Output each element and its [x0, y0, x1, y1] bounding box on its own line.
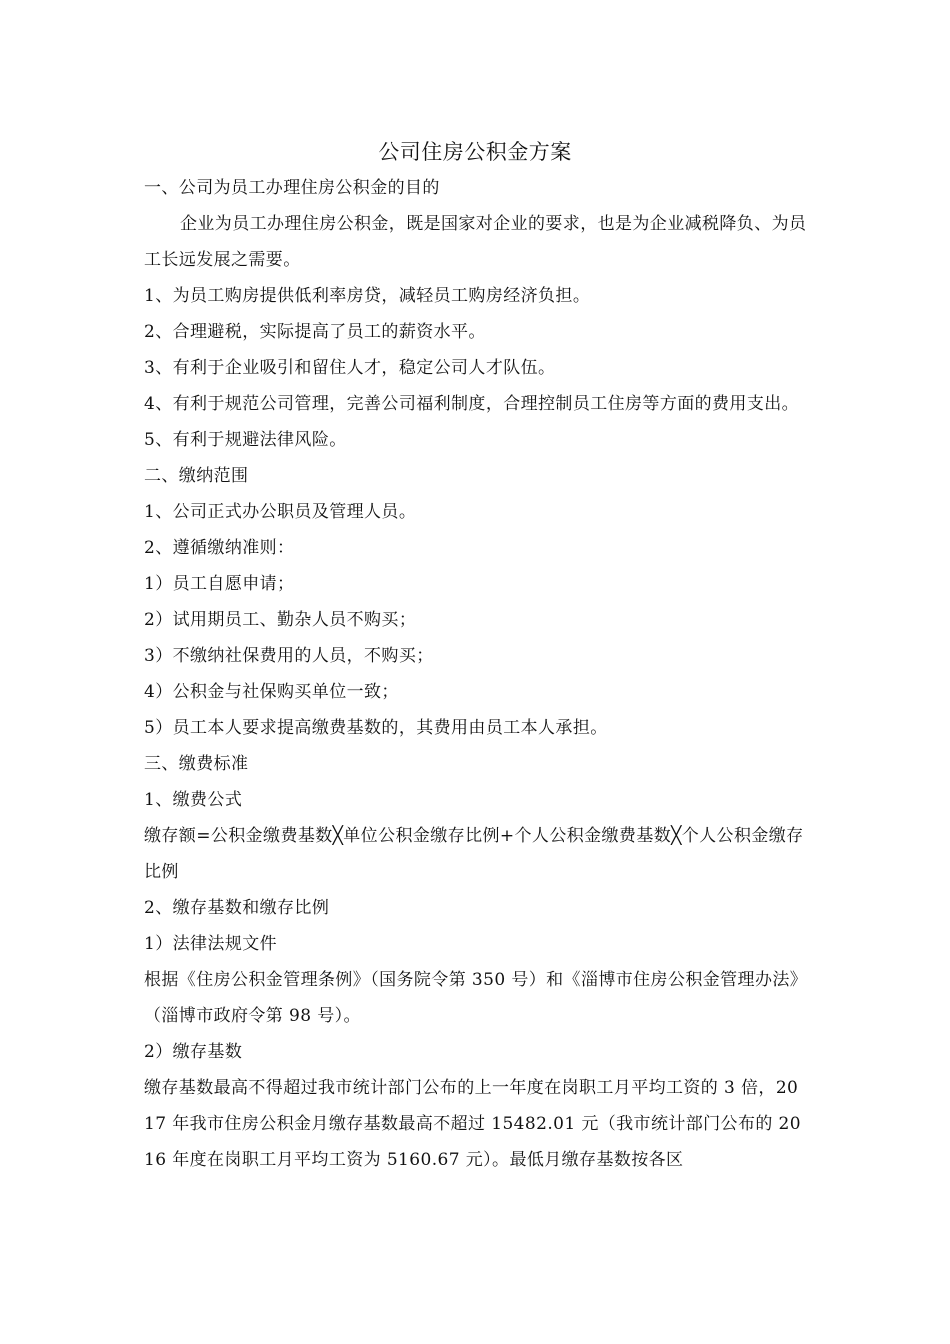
list-item-purpose-1: 1、为员工购房提供低利率房贷，减轻员工购房经济负担。 — [144, 286, 591, 306]
list-item-purpose-3: 3、有利于企业吸引和留住人才，稳定公司人才队伍。 — [144, 358, 556, 378]
list-item-standard-2: 2、缴存基数和缴存比例 — [144, 898, 330, 918]
document-title: 公司住房公积金方案 — [378, 140, 572, 164]
sub-item-scope-2: 2）试用期员工、勤杂人员不购买； — [144, 610, 417, 630]
paragraph-legal-basis: 根据《住房公积金管理条例》（国务院令第 350 号）和《淄博市住房公积金管理办法》（淄博市政府令第 98 号）。 — [144, 970, 808, 1026]
paragraph-purpose-intro: 企业为员工办理住房公积金，既是国家对企业的要求，也是为企业减税降负、为员工长远发展之需要。 — [144, 214, 807, 270]
sub-item-scope-4: 4）公积金与社保购买单位一致； — [144, 682, 399, 702]
sub-item-standard-1: 1）法律法规文件 — [144, 934, 278, 954]
list-item-scope-1: 1、公司正式办公职员及管理人员。 — [144, 502, 417, 522]
sub-item-standard-2: 2）缴存基数 — [144, 1042, 243, 1062]
section-heading-purpose: 一、公司为员工办理住房公积金的目的 — [144, 178, 440, 198]
list-item-scope-2: 2、遵循缴纳准则： — [144, 538, 295, 558]
list-item-purpose-2: 2、合理避税，实际提高了员工的薪资水平。 — [144, 322, 486, 342]
section-heading-scope: 二、缴纳范围 — [144, 466, 249, 486]
list-item-purpose-5: 5、有利于规避法律风险。 — [144, 430, 347, 450]
sub-item-scope-5: 5）员工本人要求提高缴费基数的，其费用由员工本人承担。 — [144, 718, 608, 738]
paragraph-formula: 缴存额=公积金缴费基数╳单位公积金缴存比例+个人公积金缴费基数╳个人公积金缴存比例 — [144, 826, 804, 882]
sub-item-scope-1: 1）员工自愿申请； — [144, 574, 295, 594]
list-item-purpose-4: 4、有利于规范公司管理，完善公司福利制度，合理控制员工住房等方面的费用支出。 — [144, 394, 800, 414]
section-heading-standard: 三、缴费标准 — [144, 754, 249, 774]
document-body — [144, 170, 808, 1178]
sub-item-scope-3: 3）不缴纳社保费用的人员，不购买； — [144, 646, 434, 666]
paragraph-base-limits: 缴存基数最高不得超过我市统计部门公布的上一年度在岗职工月平均工资的 3 倍，2017 年我市住房公积金月缴存基数最高不超过 15482.01 元（我市统计部门公布的 2016 年度在岗职工月平均工资为 5160.67 元）。最低月缴存基数按各区 — [144, 1078, 801, 1170]
list-item-standard-1: 1、缴费公式 — [144, 790, 243, 810]
